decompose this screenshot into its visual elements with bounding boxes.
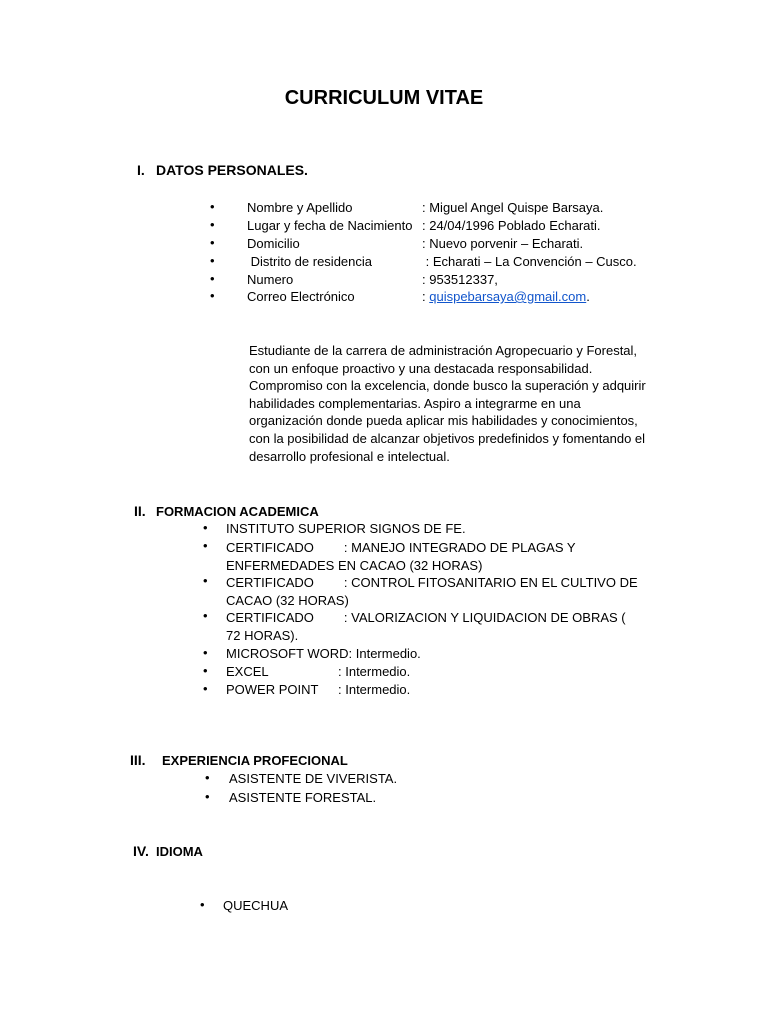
field-value: : 953512337,	[422, 272, 498, 287]
field-value: : Echarati – La Convención – Cusco.	[422, 254, 637, 269]
field-value: : 24/04/1996 Poblado Echarati.	[422, 218, 601, 233]
bullet-icon: •	[203, 681, 208, 696]
education-item-value: : CONTROL FITOSANITARIO EN EL CULTIVO DE CACAO (32 HORAS)	[226, 575, 638, 608]
field-label: Numero	[247, 272, 294, 287]
education-item-value: : VALORIZACION Y LIQUIDACION DE OBRAS ( 72 HORAS).	[226, 610, 626, 643]
bullet-icon: •	[210, 235, 215, 250]
section-number-experience: III.	[130, 752, 146, 768]
field-label: Domicilio	[247, 236, 300, 251]
bullet-icon: •	[203, 573, 208, 588]
education-item-label: CERTIFICADO	[226, 540, 314, 555]
field-value: : Miguel Angel Quispe Barsaya.	[422, 200, 604, 215]
bullet-icon: •	[203, 608, 208, 623]
value-suffix: .	[586, 289, 590, 304]
bullet-icon: •	[210, 253, 215, 268]
profile-summary: Estudiante de la carrera de administración Agropecuario y Forestal, con un enfoque proactivo y una destacada responsabilidad. Compromiso con la excelencia, donde busco la superación y adquirir habilidades complementarias. Aspiro a integrarme en una organización donde pueda aplicar mis habilidades y conocimientos, con la posibilidad de alcanzar objetivos predefinidos y fomentando el desarrollo profesional e intelectual.	[249, 343, 646, 464]
bullet-icon: •	[210, 271, 215, 286]
bullet-icon: •	[205, 789, 210, 804]
education-item-label: POWER POINT	[226, 682, 319, 697]
education-item-value: : Intermedio.	[338, 682, 411, 697]
page-title: CURRICULUM VITAE	[284, 87, 484, 109]
field-label: Nombre y Apellido	[247, 200, 353, 215]
field-value: : Nuevo porvenir – Echarati.	[422, 236, 584, 251]
field-label: Distrito de residencia	[247, 254, 372, 269]
section-title-education: FORMACION ACADEMICA	[156, 504, 319, 519]
field-label: Lugar y fecha de Nacimiento	[247, 218, 413, 233]
education-item	[226, 609, 626, 645]
section-title-language: IDIOMA	[156, 844, 203, 859]
bullet-icon: •	[210, 217, 215, 232]
bullet-icon: •	[205, 770, 210, 785]
education-item-value: : Intermedio.	[338, 664, 411, 679]
education-item-label: CERTIFICADO	[226, 610, 314, 625]
bullet-icon: •	[210, 199, 215, 214]
education-item-label: EXCEL	[226, 664, 269, 679]
bullet-icon: •	[200, 897, 205, 912]
section-title-experience: EXPERIENCIA PROFECIONAL	[162, 753, 348, 768]
education-item	[226, 539, 656, 575]
education-item-value: : MANEJO INTEGRADO DE PLAGAS Y ENFERMEDADES EN CACAO (32 HORAS)	[226, 540, 576, 573]
bullet-icon: •	[203, 520, 208, 535]
education-item-label: CERTIFICADO	[226, 575, 314, 590]
education-item	[226, 574, 656, 610]
education-item-text: MICROSOFT WORD: Intermedio.	[226, 646, 421, 661]
section-number-language: IV.	[133, 843, 149, 859]
email-link[interactable]: quispebarsaya@gmail.com	[429, 289, 587, 304]
experience-item: ASISTENTE FORESTAL.	[229, 790, 377, 805]
education-item-text: INSTITUTO SUPERIOR SIGNOS DE FE.	[226, 521, 466, 536]
language-item: QUECHUA	[223, 898, 289, 913]
bullet-icon: •	[210, 288, 215, 303]
section-number-personal: I.	[137, 162, 145, 178]
bullet-icon: •	[203, 645, 208, 660]
field-value	[422, 289, 590, 304]
bullet-icon: •	[203, 663, 208, 678]
experience-item: ASISTENTE DE VIVERISTA.	[229, 771, 398, 786]
field-label: Correo Electrónico	[247, 289, 355, 304]
section-number-education: II.	[134, 503, 146, 519]
bullet-icon: •	[203, 538, 208, 553]
section-title-personal: DATOS PERSONALES.	[156, 162, 308, 178]
value-prefix: :	[422, 289, 430, 304]
